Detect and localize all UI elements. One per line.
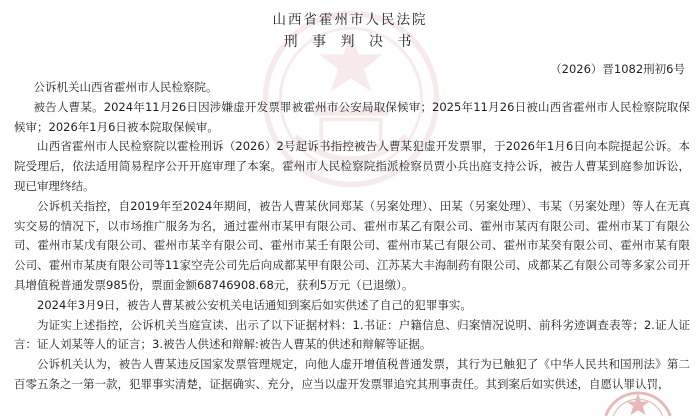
case-procedure-paragraph: 山西省霍州市人民检察院以霍检刑诉（2026）2号起诉书指控被告人曹某犯虚开发票罪，于2026年1月6日向本院提起公诉。本院受理后，依法适用简易程序公开开庭审理了本案。霍州市人民检察院指派检察员贾小兵出庭支持公诉，被告人曹某到庭参加诉讼，现已审理终结。 <box>14 139 690 193</box>
case-number: （2026）晋1082刑初6号 <box>550 62 685 76</box>
defendant-paragraph: 被告人曹某。2024年11月26日因涉嫌虚开发票罪被霍州市公安局取保候审；2025年11月26日被山西省霍州市人民检察院取保候审；2026年1月6日被本院取保候审。 <box>14 99 690 134</box>
arrest-paragraph: 2024年3月9日，被告人曹某被公安机关电话通知到案后如实供述了自己的犯罪事实。 <box>37 297 472 312</box>
court-name: 山西省霍州市人民法院 <box>272 12 428 28</box>
charges-paragraph: 公诉机关指控，自2019年至2024年期间，被告人曹某伙同郑某（另案处理）、田某（另案处理）、韦某（另案处理）等人在无真实交易的情况下，以市场推广服务为名，通过霍州市某甲有限公司、霍州市某乙有限公司、霍州市某丙有限公司、霍州市某丁有限公司、霍州市某戊有限公司、霍州市某辛有限公司、霍州市某壬有限公司、霍州市某己有限公司、霍州市某癸有限公司、霍州市某有限公司、霍州市某庚有限公司等11家空壳公司先后向成都某甲有限公司、江苏某大丰海制药有限公司、成都某乙有限公司等多家公司开具增值税普通发票985份，票面金额68746908.68元，获利5万元（已退缴）。 <box>14 198 690 292</box>
prosecution-organ-paragraph: 公诉机关山西省霍州市人民检察院。 <box>33 80 218 94</box>
evidence-paragraph: 为证实上述指控，公诉机关当庭宣读、出示了以下证据材料：1.书证：户籍信息、归案情况说明、前科劣迹调查表等；2.证人证言：证人刘某等人的证言；3.被告人供述和辩解:被告人曹某的供述和辩解等证据。 <box>14 317 690 352</box>
prosecution-opinion-paragraph: 公诉机关认为，被告人曹某违反国家发票管理规定，向他人虚开增值税普通发票，其行为已触犯了《中华人民共和国刑法》第二百零五条之一第一款，犯罪事实清楚，证据确实、充分，应当以虚开发票罪追究其刑事责任。其到案后如实供述，自愿认罪认罚， <box>14 357 690 391</box>
court-seal-stamp-icon <box>600 372 676 418</box>
document-type-title: 刑 事 判 决 书 <box>283 34 417 50</box>
judgment-body <box>14 78 690 395</box>
